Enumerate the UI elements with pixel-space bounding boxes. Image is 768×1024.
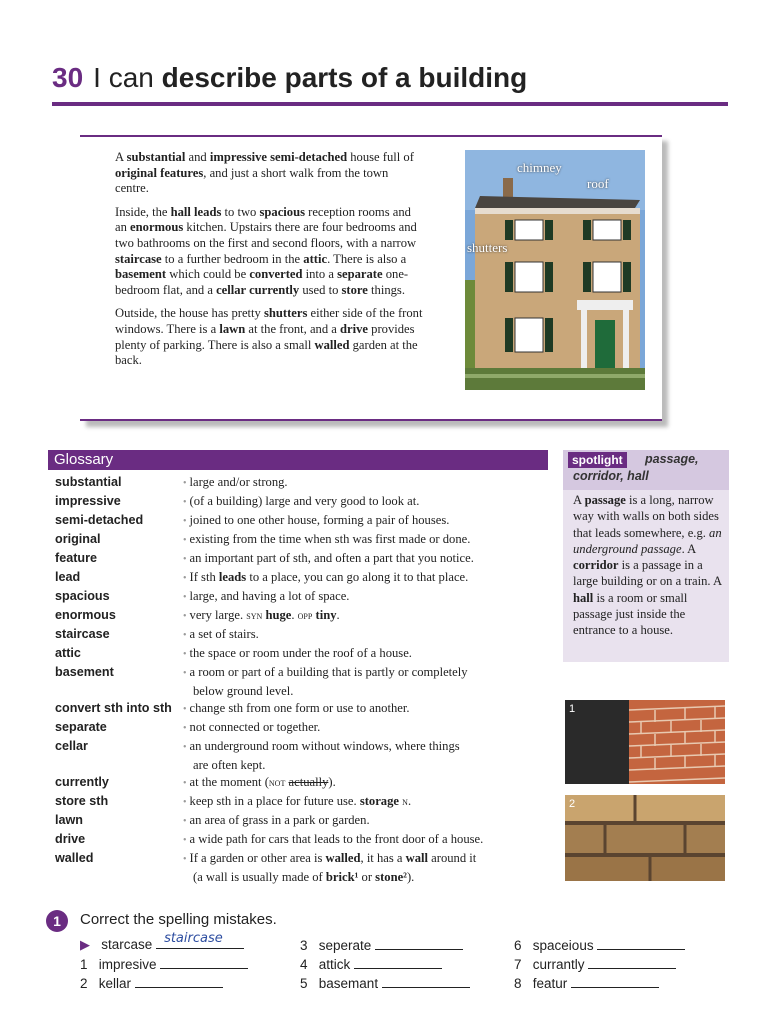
text-run: (a wall is usually made of [193, 870, 326, 884]
glossary-term: substantial [55, 475, 122, 489]
glossary-definition [183, 811, 553, 830]
bold-text: stone² [375, 870, 407, 884]
bold-text: original features [115, 165, 204, 180]
reading-text [115, 150, 425, 377]
example-answer: staircase [164, 931, 223, 946]
label-roof: roof [587, 176, 609, 191]
bold-text: tiny [315, 608, 337, 622]
page-title [52, 62, 527, 94]
text-run: and [185, 150, 210, 164]
item-number: 8 [514, 976, 522, 991]
glossary-definition [183, 568, 553, 587]
item-word: spaceious [532, 938, 594, 953]
text-run: , it has a [360, 851, 406, 865]
bold-text: cellar currently [216, 282, 300, 297]
text-run: actually [288, 775, 329, 789]
bold-text: shutters [264, 306, 308, 321]
item-word: basemant [318, 976, 379, 991]
glossary-definition [183, 830, 553, 849]
item-number: 1 [80, 957, 88, 972]
bold-text: passage [584, 493, 626, 507]
answer-field[interactable] [135, 974, 223, 988]
glossary-term: staircase [55, 627, 110, 641]
reading-paragraph [115, 205, 425, 299]
item-word: kellar [98, 976, 132, 991]
exercise-item [514, 955, 676, 972]
exercise-item [300, 974, 470, 991]
glossary-definition [183, 718, 553, 737]
bullet-icon: • [183, 742, 187, 753]
text-run: is a passage in a large building or on a train. A [573, 558, 722, 589]
glossary-term: original [55, 532, 101, 546]
bullet-icon: • [183, 797, 187, 808]
text-run: is a room or small passage just inside the entrance to a house. [573, 590, 688, 638]
text-run: the space or room under the roof of a house. [189, 646, 412, 660]
exercise-item [514, 974, 659, 991]
spotlight-tag: spotlight [568, 452, 627, 468]
text-run: is a long, narrow way with walls on both sides that leads somewhere, e.g. [573, 493, 719, 540]
label-chimney: chimney [517, 160, 562, 175]
glossary-definition [183, 549, 553, 568]
bold-text: substantial [126, 150, 186, 164]
glossary-term: cellar [55, 739, 88, 753]
glossary-definition [183, 737, 553, 773]
title-bold: describe parts of a building [161, 62, 528, 93]
glossary-definition [183, 663, 553, 699]
image-number-2: 2 [569, 798, 576, 810]
italic-text: an underground passage [573, 525, 722, 556]
house-illustration [465, 150, 645, 390]
bold-text: hall [573, 590, 594, 605]
bold-text: staircase [115, 251, 162, 266]
bold-text: impressive semi-detached [209, 150, 348, 164]
exercise-item [300, 936, 463, 953]
glossary-definition [183, 530, 553, 549]
bullet-icon: • [183, 816, 187, 827]
text-run: syn [246, 610, 263, 622]
text-run: If sth [189, 570, 219, 584]
answer-field[interactable] [375, 936, 463, 950]
exercise-item [80, 955, 248, 972]
bullet-icon: • [183, 704, 187, 715]
text-run: (of a building) large and very good to look at. [189, 494, 420, 508]
glossary-term: basement [55, 665, 114, 679]
brick-illustration [565, 700, 725, 784]
text-run: . [407, 794, 412, 808]
glossary-term: walled [55, 851, 94, 865]
bullet-icon: • [183, 854, 187, 865]
text-run: Outside, the house has pretty [115, 306, 264, 321]
bold-text: basement [115, 267, 167, 282]
text-run: , and just a short walk from the town centre. [115, 165, 389, 196]
item-number: 2 [80, 976, 88, 991]
item-word: impresive [98, 957, 157, 972]
bullet-icon: • [183, 554, 187, 565]
example-answer-field [156, 931, 244, 949]
item-word: attick [318, 957, 351, 972]
glossary-term: store sth [55, 794, 109, 808]
text-run: at the moment ( [189, 775, 269, 789]
bullet-icon: • [183, 630, 187, 641]
text-run: garden at the back. [115, 337, 418, 368]
text-run: an important part of sth, and often a part that you notice. [189, 551, 474, 565]
text-run: either side of the front windows. There is a [115, 306, 423, 336]
exercise-title: Correct the spelling mistakes. [80, 911, 277, 928]
glossary-term: feature [55, 551, 97, 565]
text-run: ). [406, 870, 415, 884]
bold-text: converted [249, 267, 303, 282]
answer-field[interactable] [571, 974, 659, 988]
text-run: large and/or strong. [189, 475, 288, 489]
text-run: If a garden or other area is [189, 851, 326, 865]
text-run: . There is also a [327, 251, 407, 266]
bold-text: storage [359, 794, 399, 808]
glossary-definition [183, 492, 553, 511]
glossary-term: attic [55, 646, 81, 660]
glossary-term: spacious [55, 589, 110, 603]
glossary-term: lead [55, 570, 81, 584]
text-run: not [268, 777, 286, 789]
glossary-definitions [183, 473, 553, 885]
glossary-term: lawn [55, 813, 83, 827]
glossary-definition [183, 473, 553, 492]
example-word: starcase [101, 937, 153, 952]
bullet-icon: • [183, 649, 187, 660]
item-word: seperate [318, 938, 372, 953]
bullet-icon: • [183, 478, 187, 489]
exercise-example [80, 931, 244, 953]
bold-text: walled [314, 337, 350, 352]
text-run: a room or part of a building that is partly or completely [189, 665, 468, 679]
glossary-definition [183, 606, 553, 625]
glossary-terms [55, 473, 185, 885]
bullet-icon: • [183, 573, 187, 584]
glossary-definition [183, 792, 553, 811]
house-photo [465, 150, 645, 390]
glossary-definition [183, 773, 553, 792]
bold-text: enormous [130, 220, 184, 235]
answer-field[interactable] [382, 974, 470, 988]
text-run: A [573, 493, 585, 507]
text-run: at the front, and a [245, 321, 341, 336]
item-number: 4 [300, 957, 308, 972]
bold-text: lawn [219, 321, 246, 336]
glossary-definition [183, 587, 553, 606]
text-run: to a place, you can go along it to that place. [246, 570, 469, 584]
text-run: large, and having a lot of space. [189, 589, 350, 603]
bold-text: leads [218, 570, 247, 584]
exercise-item [514, 936, 685, 953]
bold-text: huge [265, 608, 292, 622]
spotlight-title-line2: corridor, hall [573, 469, 649, 483]
spotlight-body [573, 492, 727, 639]
text-run: existing from the time when sth was first made or done. [189, 532, 471, 546]
bullet-icon: • [183, 592, 187, 603]
answer-field[interactable] [597, 936, 685, 950]
text-run: ). [328, 775, 336, 789]
item-word: currantly [532, 957, 585, 972]
stone-wall-photo [565, 795, 725, 881]
text-run: around it [428, 851, 477, 865]
text-run: not connected or together. [189, 720, 321, 734]
text-run: . [291, 608, 298, 622]
glossary-header: Glossary [48, 450, 548, 470]
stone-illustration [565, 795, 725, 881]
exercise-number: 1 [46, 910, 68, 932]
text-run: an underground room without windows, where things [189, 739, 460, 753]
glossary-definition [183, 849, 553, 885]
glossary-term: semi-detached [55, 513, 144, 527]
text-run: provides plenty of parking. There is also a small [115, 321, 415, 352]
image-number-1: 1 [569, 703, 576, 715]
bold-text: attic [303, 251, 328, 266]
exercise-item [300, 955, 442, 972]
text-run: used to [299, 282, 342, 297]
text-run: things. [367, 282, 405, 297]
exercise-item [80, 974, 223, 991]
bullet-icon: • [183, 723, 187, 734]
glossary-definition [183, 644, 553, 663]
glossary-term: impressive [55, 494, 121, 508]
bold-text: wall [405, 851, 429, 865]
text-run: keep sth in a place for future use. [189, 794, 360, 808]
label-shutters: shutters [467, 240, 508, 255]
bold-text: spacious [259, 204, 305, 219]
bold-text: corridor [573, 558, 619, 573]
glossary-term: currently [55, 775, 109, 789]
text-run: opp [297, 610, 313, 622]
item-number: 7 [514, 957, 522, 972]
text-run: . [336, 608, 340, 622]
text-run: A [115, 150, 127, 164]
glossary-definition [183, 699, 553, 718]
text-run: Inside, the [115, 204, 171, 219]
glossary-definition [183, 511, 553, 530]
bullet-icon: • [183, 611, 187, 622]
answer-field[interactable] [354, 955, 442, 969]
text-run: kitchen. Upstairs there are four bedrooms and two bathrooms on the first and second floors, with a narrow [115, 220, 417, 250]
answer-field[interactable] [160, 955, 248, 969]
text-run: house full of [347, 150, 414, 164]
text-run: a wide path for cars that leads to the front door of a house. [189, 832, 484, 846]
text-run: reception rooms and an [115, 204, 411, 235]
glossary-definition [183, 625, 553, 644]
text-run: very large. [189, 608, 247, 622]
bold-text: brick¹ [325, 870, 359, 884]
text-run: which could be [166, 267, 250, 282]
text-run: one-bedroom flat, and a [115, 267, 409, 297]
text-run: . A [681, 541, 696, 556]
bullet-icon: • [183, 535, 187, 546]
reading-paragraph [115, 306, 425, 368]
header-rule [52, 102, 728, 106]
text-run: into a [302, 267, 338, 282]
bullet-icon: • [183, 778, 187, 789]
item-word: featur [532, 976, 568, 991]
text-run: joined to one other house, forming a pair of houses. [189, 513, 450, 527]
text-run: to two [221, 204, 260, 219]
reading-paragraph [115, 150, 425, 197]
item-number: 3 [300, 938, 308, 953]
text-run: to a further bedroom in the [161, 251, 304, 266]
text-run: n [402, 796, 408, 808]
bullet-icon: • [183, 497, 187, 508]
bold-text: walled [325, 851, 361, 865]
text-run: an area of grass in a park or garden. [189, 813, 370, 827]
spotlight-title: passage, [645, 452, 699, 466]
answer-field[interactable] [588, 955, 676, 969]
item-number: 6 [514, 938, 522, 953]
bold-text: drive [340, 321, 369, 336]
bold-text: separate [337, 267, 383, 282]
example-arrow-icon: ▶ [80, 937, 90, 952]
bullet-icon: • [183, 516, 187, 527]
bold-text: store [341, 282, 368, 297]
bullet-icon: • [183, 835, 187, 846]
bullet-icon: • [183, 668, 187, 679]
brick-wall-photo [565, 700, 725, 784]
bold-text: hall leads [170, 204, 222, 219]
glossary-term: separate [55, 720, 107, 734]
definition-continuation: are often kept. [193, 758, 266, 772]
text-run: or [358, 870, 376, 884]
unit-number: 30 [52, 62, 84, 93]
text-run: change sth from one form or use to another. [189, 701, 410, 715]
text-run: a set of stairs. [189, 627, 259, 641]
definition-continuation: below ground level. [193, 684, 294, 698]
glossary-term: convert sth into sth [55, 701, 172, 715]
item-number: 5 [300, 976, 308, 991]
title-light: I can [93, 62, 154, 93]
glossary-term: drive [55, 832, 86, 846]
glossary-term: enormous [55, 608, 116, 622]
